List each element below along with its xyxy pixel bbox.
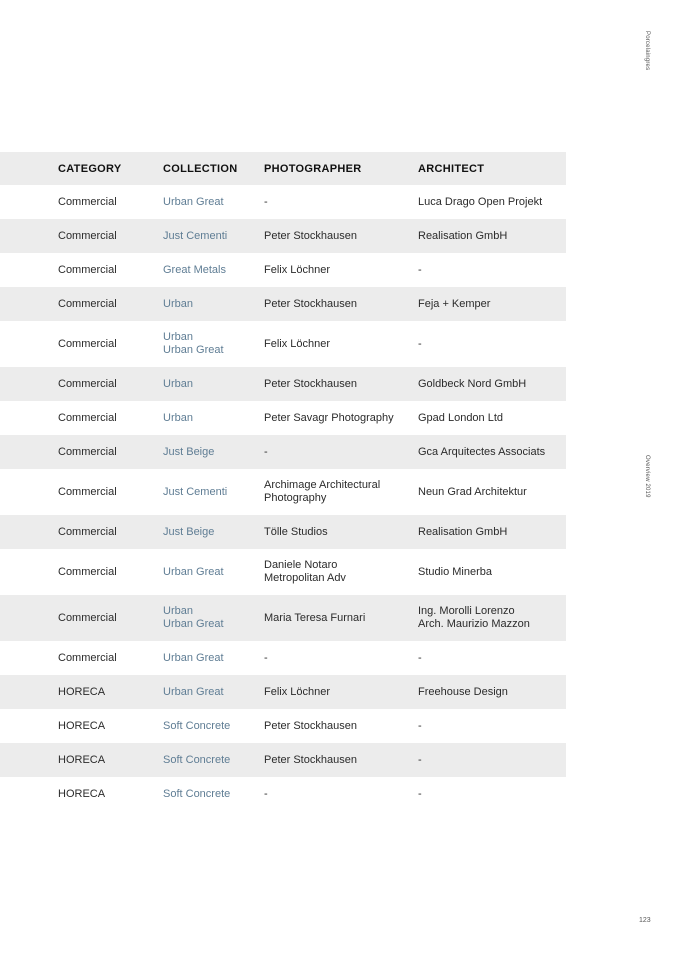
photographer-cell	[264, 777, 418, 811]
row-spacer	[0, 253, 58, 287]
category-cell: Commercial	[58, 367, 163, 401]
collection-cell	[163, 515, 264, 549]
photographer-cell-line: -	[264, 445, 268, 458]
row-spacer	[0, 595, 58, 641]
collection-cell	[163, 287, 264, 321]
category-cell: Commercial	[58, 515, 163, 549]
table-row	[0, 777, 566, 811]
row-spacer	[0, 401, 58, 435]
architect-cell	[418, 435, 566, 469]
collection-cell	[163, 743, 264, 777]
photographer-cell	[264, 743, 418, 777]
collection-cell-line: Urban Great	[163, 565, 224, 578]
column-header-photographer: PHOTOGRAPHER	[264, 152, 418, 185]
photographer-cell-line: Peter Stockhausen	[264, 297, 357, 310]
collection-cell-line: Just Beige	[163, 525, 215, 538]
architect-cell-line: Arch. Maurizio Mazzon	[418, 618, 530, 630]
table-row	[0, 549, 566, 595]
architect-cell-line: Luca Drago Open Projekt	[418, 195, 543, 208]
collection-cell	[163, 253, 264, 287]
table-row	[0, 743, 566, 777]
collection-cell	[163, 401, 264, 435]
category-cell: Commercial	[58, 195, 117, 208]
architect-cell	[418, 743, 566, 777]
photographer-cell	[264, 549, 418, 595]
photographer-cell	[264, 287, 418, 321]
table-row	[0, 469, 566, 515]
category-cell: Commercial	[58, 485, 117, 498]
category-cell: Commercial	[58, 595, 163, 641]
row-spacer	[0, 367, 58, 401]
photographer-cell	[264, 185, 418, 219]
category-cell: Commercial	[58, 263, 117, 276]
architect-cell	[418, 549, 566, 595]
photographer-cell-line: -	[264, 787, 268, 800]
collection-cell	[163, 777, 264, 811]
architect-cell-line: Realisation GmbH	[418, 229, 508, 242]
category-cell: Commercial	[58, 411, 117, 424]
collection-cell	[163, 469, 264, 515]
category-cell: Commercial	[58, 565, 117, 578]
architect-cell	[418, 675, 566, 709]
collection-cell	[163, 595, 264, 641]
table-row	[0, 321, 566, 367]
row-spacer	[0, 641, 58, 675]
column-header-collection: COLLECTION	[163, 152, 264, 185]
category-cell: Commercial	[58, 337, 117, 350]
photographer-cell-line: Felix Löchner	[264, 685, 331, 698]
table-row	[0, 253, 566, 287]
category-cell: HORECA	[58, 743, 163, 777]
collection-cell-line: Urban Great	[163, 618, 224, 630]
photographer-cell	[264, 367, 418, 401]
architect-cell-line: -	[418, 753, 422, 766]
collection-cell-line: Soft Concrete	[163, 719, 231, 732]
table-row	[0, 185, 566, 219]
architect-cell	[418, 595, 566, 641]
table-row	[0, 435, 566, 469]
page-number: 123	[639, 917, 651, 924]
table-row	[0, 595, 566, 641]
row-spacer	[0, 219, 58, 253]
architect-cell-line: Goldbeck Nord GmbH	[418, 377, 527, 390]
collection-cell	[163, 185, 264, 219]
collection-cell	[163, 641, 264, 675]
collection-cell	[163, 367, 264, 401]
photographer-cell	[264, 253, 418, 287]
architect-cell-line: Ing. Morolli Lorenzo	[418, 605, 515, 617]
collection-cell	[163, 709, 264, 743]
photographer-cell	[264, 219, 418, 253]
photographer-cell	[264, 401, 418, 435]
collection-cell	[163, 219, 264, 253]
collection-cell-line: Just Cementi	[163, 229, 228, 242]
photographer-cell	[264, 469, 418, 515]
photographer-cell-line: Felix Löchner	[264, 337, 331, 350]
architect-cell	[418, 219, 566, 253]
table-header-row	[0, 152, 566, 185]
table-row	[0, 709, 566, 743]
row-spacer	[0, 743, 58, 777]
collection-cell-line: Just Cementi	[163, 485, 228, 498]
architect-cell-line: Gca Arquitectes Associats	[418, 445, 546, 458]
category-cell: Commercial	[58, 287, 163, 321]
row-spacer	[0, 777, 58, 811]
architect-cell-line: -	[418, 719, 422, 732]
architect-cell-line: Neun Grad Architektur	[418, 485, 527, 498]
architect-cell	[418, 367, 566, 401]
category-cell: Commercial	[58, 219, 163, 253]
table-row	[0, 367, 566, 401]
architect-cell-line: Studio Minerba	[418, 565, 492, 578]
photographer-cell-line: Tölle Studios	[264, 525, 328, 538]
photographer-cell	[264, 709, 418, 743]
collection-cell-line: Urban	[163, 331, 193, 343]
row-spacer	[0, 185, 58, 219]
row-spacer	[0, 709, 58, 743]
photographer-cell	[264, 641, 418, 675]
collection-cell	[163, 321, 264, 367]
row-spacer	[0, 321, 58, 367]
collection-cell-line: Urban Great	[163, 685, 224, 698]
row-spacer	[0, 287, 58, 321]
architect-cell-line: -	[418, 337, 422, 350]
collection-cell-line: Urban	[163, 297, 193, 310]
photographer-cell	[264, 321, 418, 367]
category-cell: HORECA	[58, 675, 163, 709]
photographer-cell	[264, 515, 418, 549]
collection-cell-line: Urban Great	[163, 195, 224, 208]
table-row	[0, 287, 566, 321]
architect-cell	[418, 253, 566, 287]
collection-cell	[163, 435, 264, 469]
collection-cell-line: Urban Great	[163, 344, 224, 356]
architect-cell-line: -	[418, 263, 422, 276]
architect-cell-line: -	[418, 651, 422, 664]
architect-cell	[418, 709, 566, 743]
photographer-cell-line: Peter Savagr Photography	[264, 411, 394, 424]
projects-table	[0, 152, 566, 811]
row-spacer	[0, 515, 58, 549]
photographer-cell	[264, 675, 418, 709]
photographer-cell-line: Metropolitan Adv	[264, 572, 346, 584]
table-row	[0, 515, 566, 549]
table-row	[0, 219, 566, 253]
architect-cell-line: Freehouse Design	[418, 685, 508, 698]
photographer-cell-line: Peter Stockhausen	[264, 719, 357, 732]
architect-cell-line: Realisation GmbH	[418, 525, 508, 538]
architect-cell	[418, 185, 566, 219]
category-cell: Commercial	[58, 651, 117, 664]
collection-cell-line: Urban Great	[163, 651, 224, 664]
photographer-cell-line: -	[264, 651, 268, 664]
architect-cell	[418, 321, 566, 367]
column-header-category: CATEGORY	[58, 152, 163, 185]
row-spacer	[0, 435, 58, 469]
header-spacer	[0, 152, 58, 185]
category-cell: HORECA	[58, 787, 106, 800]
table-row	[0, 401, 566, 435]
architect-cell	[418, 777, 566, 811]
architect-cell	[418, 515, 566, 549]
collection-cell-line: Great Metals	[163, 263, 226, 276]
table-row	[0, 675, 566, 709]
column-header-architect: ARCHITECT	[418, 152, 566, 185]
photographer-cell-line: Peter Stockhausen	[264, 377, 357, 390]
architect-cell	[418, 469, 566, 515]
photographer-cell-line: Archimage Architectural	[264, 479, 381, 491]
photographer-cell	[264, 435, 418, 469]
architect-cell-line: Feja + Kemper	[418, 297, 491, 310]
row-spacer	[0, 549, 58, 595]
collection-cell-line: Soft Concrete	[163, 787, 231, 800]
photographer-cell-line: Photography	[264, 492, 327, 504]
collection-cell	[163, 549, 264, 595]
photographer-cell-line: Peter Stockhausen	[264, 229, 357, 242]
photographer-cell-line: Daniele Notaro	[264, 559, 338, 571]
table-body	[0, 185, 566, 811]
row-spacer	[0, 469, 58, 515]
photographer-cell	[264, 595, 418, 641]
sidebar-brand-label: Porcelaingres	[644, 31, 650, 71]
collection-cell-line: Urban	[163, 605, 193, 617]
architect-cell	[418, 641, 566, 675]
architect-cell-line: -	[418, 787, 422, 800]
photographer-cell-line: Felix Löchner	[264, 263, 331, 276]
architect-cell	[418, 287, 566, 321]
collection-cell	[163, 675, 264, 709]
collection-cell-line: Just Beige	[163, 445, 215, 458]
collection-cell-line: Soft Concrete	[163, 753, 231, 766]
table-row	[0, 641, 566, 675]
photographer-cell-line: Maria Teresa Furnari	[264, 611, 366, 624]
architect-cell	[418, 401, 566, 435]
photographer-cell-line: Peter Stockhausen	[264, 753, 357, 766]
category-cell: Commercial	[58, 435, 163, 469]
photographer-cell-line: -	[264, 195, 268, 208]
row-spacer	[0, 675, 58, 709]
collection-cell-line: Urban	[163, 411, 193, 424]
category-cell: HORECA	[58, 719, 106, 732]
collection-cell-line: Urban	[163, 377, 193, 390]
sidebar-section-label: Overview 2019	[644, 455, 650, 498]
architect-cell-line: Gpad London Ltd	[418, 411, 504, 424]
